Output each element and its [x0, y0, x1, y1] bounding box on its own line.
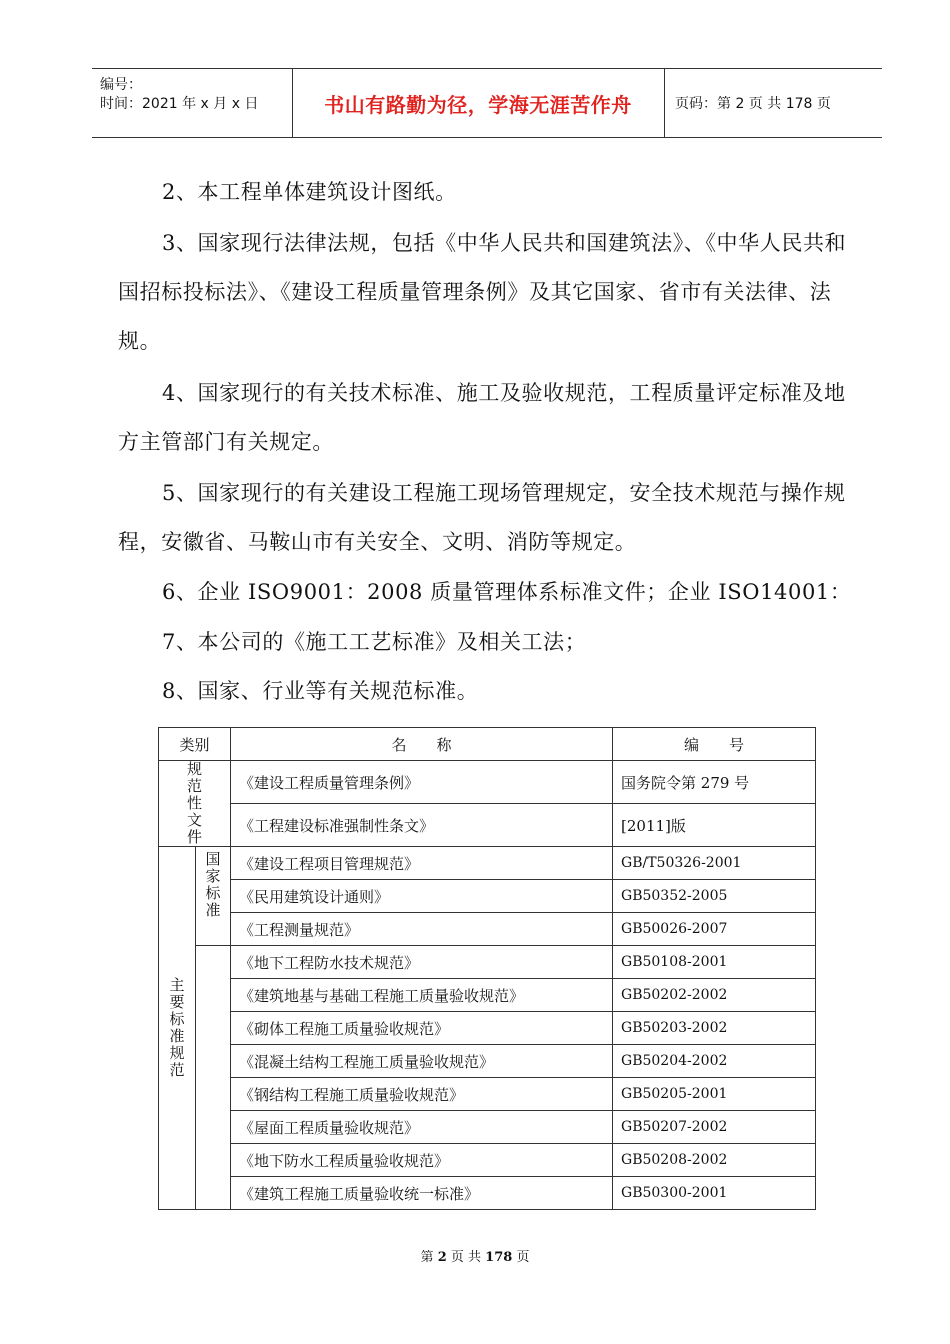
row-code: GB50300-2001	[613, 1177, 816, 1210]
table-row	[159, 1012, 816, 1045]
table-row	[159, 880, 816, 913]
row-name: 《混凝土结构工程施工质量验收规范》	[231, 1045, 613, 1078]
header-motto-cell	[292, 69, 665, 137]
paragraph-2	[118, 168, 858, 217]
table-row	[159, 913, 816, 946]
standards-table	[158, 727, 816, 1210]
footer-page-number: 2	[437, 1250, 447, 1265]
footer-total-pages: 178	[485, 1250, 513, 1265]
row-code: GB50204-2002	[613, 1045, 816, 1078]
header-category: 类别	[159, 728, 231, 761]
paragraph-text: 4、国家现行的有关技术标准、施工及验收规范，工程质量评定标准及地方主管部门有关规定。	[118, 381, 846, 454]
row-code: GB50203-2002	[613, 1012, 816, 1045]
row-code: GB50202-2002	[613, 979, 816, 1012]
number-label: 编号：	[100, 77, 142, 93]
row-name: 《民用建筑设计通则》	[231, 880, 613, 913]
row-name: 《建筑工程施工质量验收统一标准》	[231, 1177, 613, 1210]
row-code: GB50207-2002	[613, 1111, 816, 1144]
paragraph-text: 3、国家现行法律法规，包括《中华人民共和国建筑法》、《中华人民共和国招标投标法》、《建设工程质量管理条例》及其它国家、省市有关法律、法规。	[118, 231, 847, 353]
row-code: GB50205-2001	[613, 1078, 816, 1111]
footer-prefix: 第	[420, 1250, 434, 1265]
table-row	[159, 847, 816, 880]
paragraph-3	[118, 219, 858, 366]
table-row	[159, 946, 816, 979]
footer-suffix: 页	[516, 1250, 530, 1265]
paragraph-text: 6、企业 ISO9001：2008 质量管理体系标准文件；企业 ISO14001：	[162, 580, 852, 604]
motto-text: 书山有路勤为径，学海无涯苦作舟	[324, 92, 632, 117]
paragraph-4	[118, 369, 858, 467]
table-row	[159, 804, 816, 847]
table-header-row	[159, 728, 816, 761]
header-code: 编 号	[613, 728, 816, 761]
row-code: [2011]版	[613, 804, 816, 847]
paragraph-text: 8、国家、行业等有关规范标准。	[162, 679, 479, 703]
row-name: 《工程建设标准强制性条文》	[231, 804, 613, 847]
page-info: 页码：第 2 页 共 178 页	[675, 96, 831, 112]
table-row	[159, 1177, 816, 1210]
row-code: GB50108-2001	[613, 946, 816, 979]
paragraph-7	[118, 618, 858, 667]
row-name: 《工程测量规范》	[231, 913, 613, 946]
table-row	[159, 979, 816, 1012]
table-row	[159, 1078, 816, 1111]
paragraph-8	[118, 667, 858, 716]
page-header	[92, 68, 882, 138]
row-name: 《地下防水工程质量验收规范》	[231, 1144, 613, 1177]
row-name: 《屋面工程质量验收规范》	[231, 1111, 613, 1144]
row-name: 《砌体工程施工质量验收规范》	[231, 1012, 613, 1045]
row-name: 《建筑地基与基础工程施工质量验收规范》	[231, 979, 613, 1012]
time-label: 时间：2021 年 x 月 x 日	[100, 96, 259, 112]
row-name: 《建设工程项目管理规范》	[231, 847, 613, 880]
table-row	[159, 1144, 816, 1177]
paragraph-text: 5、国家现行的有关建设工程施工现场管理规定，安全技术规范与操作规程，安徽省、马鞍山市有关安全、文明、消防等规定。	[118, 481, 846, 554]
header-meta-cell	[92, 69, 293, 137]
paragraph-text: 7、本公司的《施工工艺标准》及相关工法；	[162, 630, 587, 654]
row-code: GB50208-2002	[613, 1144, 816, 1177]
header-name: 名 称	[231, 728, 613, 761]
sublabel-national-standard: 国 家 标 准	[196, 847, 231, 946]
table-row	[159, 1045, 816, 1078]
header-page-cell	[665, 69, 882, 137]
page-footer	[0, 1246, 950, 1265]
row-code: GB/T50326-2001	[613, 847, 816, 880]
row-code: GB50026-2007	[613, 913, 816, 946]
row-code: 国务院令第 279 号	[613, 761, 816, 804]
table-row	[159, 761, 816, 804]
table-row	[159, 1111, 816, 1144]
row-code: GB50352-2005	[613, 880, 816, 913]
row-name: 《地下工程防水技术规范》	[231, 946, 613, 979]
group-label-main-standards: 主 要 标 准 规 范	[159, 847, 196, 1210]
paragraph-5	[118, 469, 858, 567]
footer-middle: 页 共	[450, 1250, 482, 1265]
paragraph-text: 2、本工程单体建筑设计图纸。	[162, 180, 457, 204]
row-name: 《建设工程质量管理条例》	[231, 761, 613, 804]
group-label-regulatory: 规 范 性 文 件	[159, 761, 231, 847]
sublabel-blank	[196, 946, 231, 1210]
paragraph-6	[118, 568, 858, 617]
row-name: 《钢结构工程施工质量验收规范》	[231, 1078, 613, 1111]
